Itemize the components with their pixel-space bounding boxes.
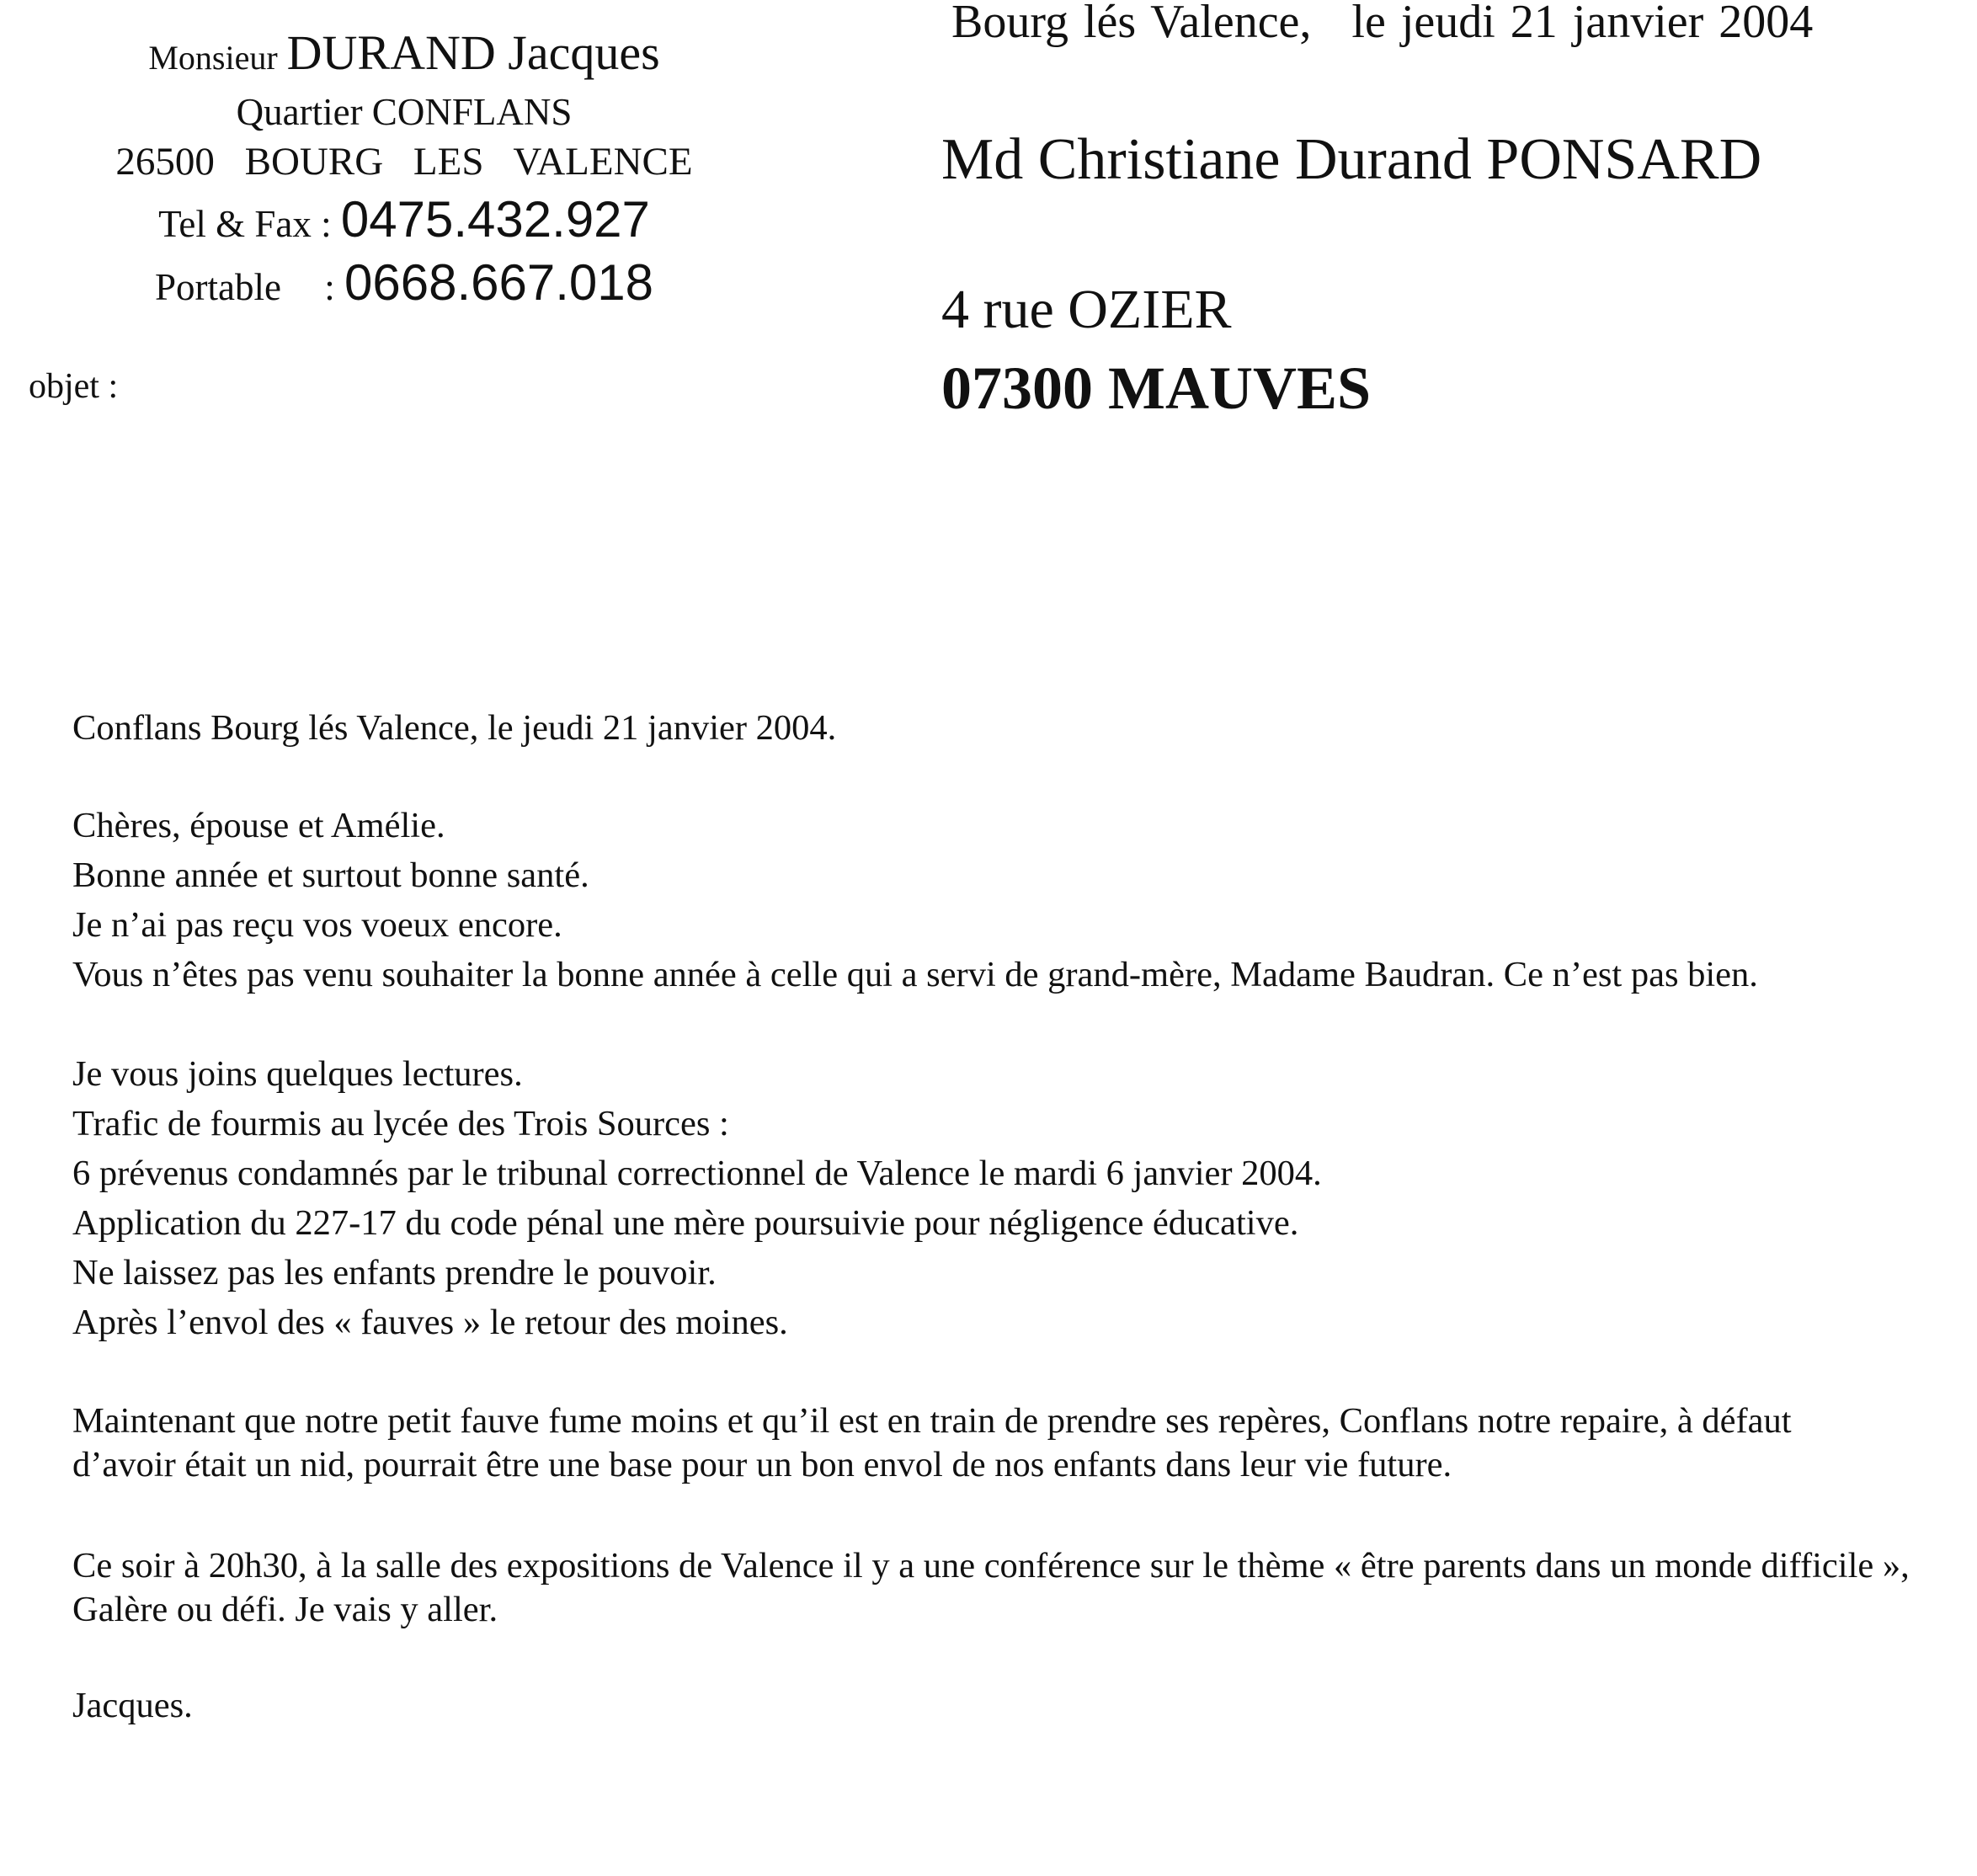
sender-mobile-line <box>34 250 775 320</box>
letter-line: Je vous joins quelques lectures. <box>72 1054 523 1094</box>
tel-fax-label: Tel & Fax : <box>158 203 332 245</box>
recipient-city: 07300 MAUVES <box>941 354 1372 422</box>
sender-quartier: Quartier CONFLANS <box>236 91 573 133</box>
recipient-street: 4 rue OZIER <box>941 279 1232 340</box>
letter-line: Vous n’êtes pas venu souhaiter la bonne année à celle qui a servi de grand-mère, Madame Baudran. Ce n’est pas bien. <box>72 955 1758 994</box>
letter-paragraph: Ce soir à 20h30, à la salle des expositions de Valence il y a une conférence sur le thème « être parents dans un monde difficile », Galère ou défi. Je vais y aller. <box>72 1546 1910 1629</box>
date-header-date: le jeudi 21 janvier 2004 <box>1351 0 1814 48</box>
letter-body <box>72 703 1967 1730</box>
letter-line: Après l’envol des « fauves » le retour des moines. <box>72 1303 788 1342</box>
letter-line: Application du 227-17 du code pénal une mère poursuivie pour négligence éducative. <box>72 1203 1299 1243</box>
date-header <box>951 0 1813 49</box>
letter-line: Bonne année et surtout bonne santé. <box>72 855 589 895</box>
letter-dateline: Conflans Bourg lés Valence, le jeudi 21 janvier 2004. <box>72 708 837 748</box>
letter-paragraph: Maintenant que notre petit fauve fume moins et qu’il est en train de prendre ses repères, Conflans notre repaire, à défaut d’avoir était un nid, pourrait être une base pour un bon envol de nos enfants dans leur vie future. <box>72 1401 1792 1484</box>
spacer <box>72 753 1967 801</box>
letter-signature: Jacques. <box>72 1686 193 1725</box>
sender-block <box>34 24 775 320</box>
sender-name: DURAND Jacques <box>286 25 660 80</box>
recipient-name: Md Christiane Durand PONSARD <box>941 127 1762 192</box>
letter-line: Je n’ai pas reçu vos voeux encore. <box>72 905 562 945</box>
tel-fax-number: 0475.432.927 <box>340 191 650 248</box>
letter-line: 6 prévenus condamnés par le tribunal correctionnel de Valence le mardi 6 janvier 2004. <box>72 1154 1322 1193</box>
mobile-label: Portable <box>154 266 281 308</box>
sender-city: 26500 BOURG LES VALENCE <box>115 140 693 184</box>
sender-title: Monsieur <box>148 39 278 77</box>
mobile-number: 0668.667.018 <box>344 254 653 311</box>
letter-line: Trafic de fourmis au lycée des Trois Sources : <box>72 1104 729 1143</box>
objet-label: objet : <box>29 367 119 406</box>
spacer <box>72 1632 1967 1681</box>
spacer <box>72 1487 1967 1544</box>
spacer <box>72 1347 1967 1399</box>
letter-line: Ne laissez pas les enfants prendre le pouvoir. <box>72 1253 717 1292</box>
date-header-place: Bourg lés Valence, <box>951 0 1312 48</box>
sender-phone-line <box>34 187 775 257</box>
letter-greeting: Chères, épouse et Amélie. <box>72 806 445 845</box>
spacer <box>72 999 1967 1049</box>
mobile-separator: : <box>324 266 335 308</box>
sender-name-line <box>34 24 775 88</box>
